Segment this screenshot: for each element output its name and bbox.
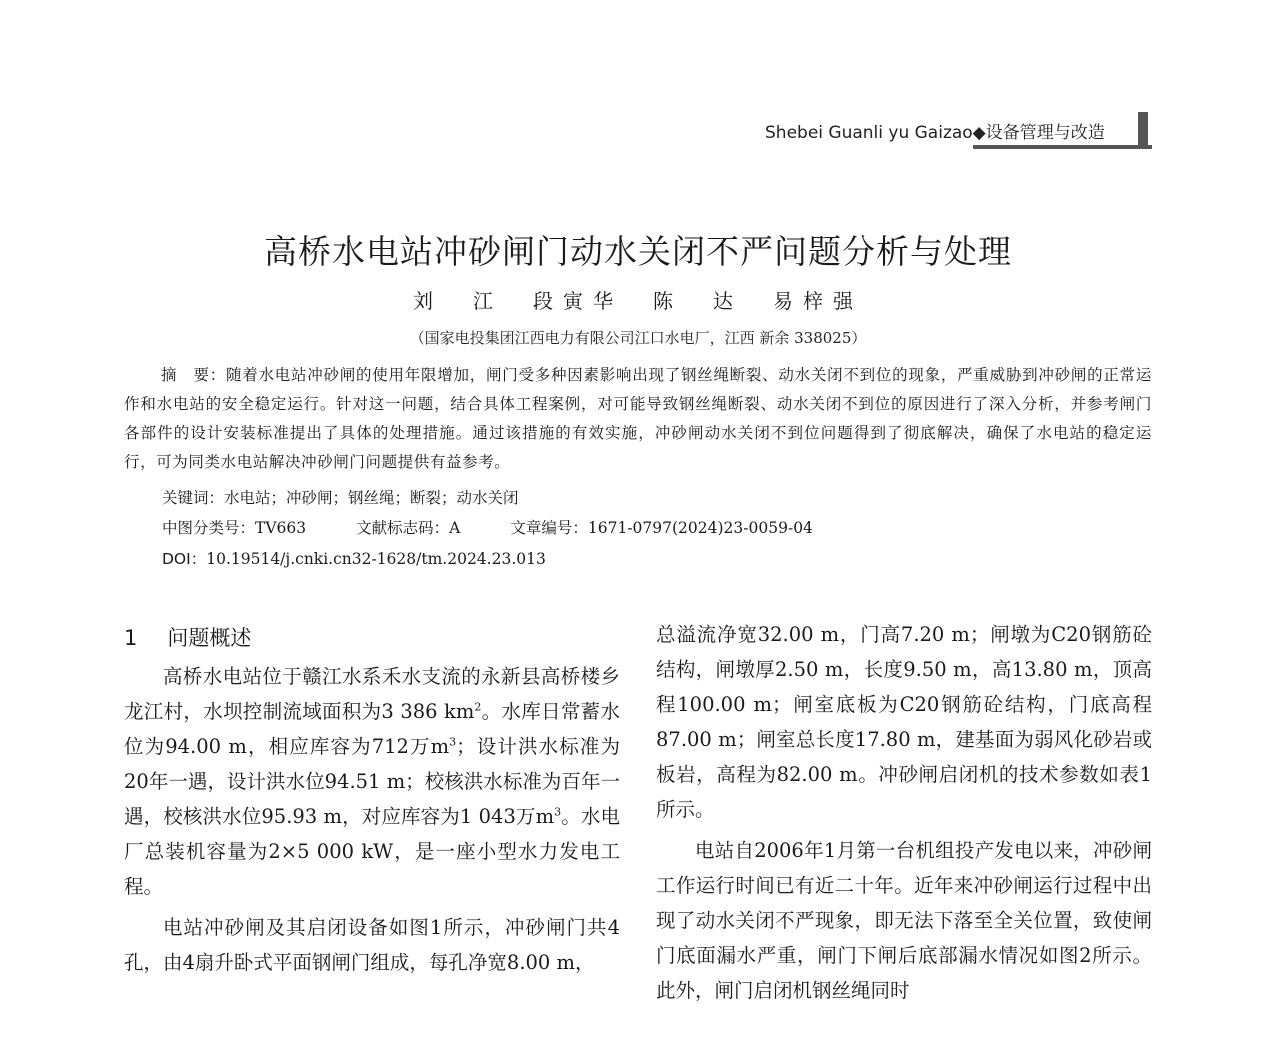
doi-label: DOI：	[162, 550, 207, 568]
abstract-label: 摘 要：	[161, 366, 226, 384]
doi-value: 10.19514/j.cnki.cn32-1628/tm.2024.23.013	[206, 550, 546, 568]
left-paragraph-1	[124, 659, 620, 904]
affiliation: （国家电投集团江西电力有限公司江口水电厂，江西 新余 338025）	[409, 329, 867, 347]
text-run: 。水库日常蓄水位为94.00 m，相应库容为712万m	[124, 700, 620, 758]
superscript: 3	[554, 805, 562, 819]
running-header: Shebei Guanli yu Gaizao◆设备管理与改造	[765, 123, 1105, 143]
right-paragraph-2: 电站自2006年1月第一台机组投产发电以来，冲砂闸工作运行时间已有近二十年。近年来冲砂闸运行过程中出现了动水关闭不严现象，即无法下落至全关位置，致使闸门底面漏水严重，闸门下闸后底部漏水情况如图2所示。此外，闸门启闭机钢丝绳同时	[656, 839, 1152, 1002]
doc-code-value: A	[449, 519, 461, 537]
doi-line	[162, 547, 546, 569]
clc-label: 中图分类号：	[162, 519, 256, 537]
keywords-label: 关键词：	[162, 489, 225, 507]
left-paragraph-2: 电站冲砂闸及其启闭设备如图1所示，冲砂闸门共4孔，由4扇升卧式平面钢闸门组成，每孔净宽8.00 m，	[124, 916, 620, 974]
section-title: 问题概述	[167, 626, 252, 650]
article-no-value: 1671-0797(2024)23-0059-04	[587, 519, 813, 537]
superscript: 3	[449, 735, 457, 749]
keywords-line	[162, 486, 519, 508]
authors: 刘 江 段寅华 陈 达 易梓强	[413, 289, 863, 313]
left-column	[124, 659, 620, 980]
section-number: 1	[124, 626, 138, 650]
header-rule	[973, 145, 1152, 149]
text-run: ；设计洪水标准为20年一遇，设计洪水位94.51 m；校核洪水标准为百年一遇，校核洪水位95.93 m，对应库容为1 043万m	[124, 735, 620, 828]
right-column	[656, 617, 1152, 1008]
text-run: 。水电厂总装机容量为2×5 000 kW，是一座小型水力发电工程。	[124, 805, 620, 898]
abstract-text: 随着水电站冲砂闸的使用年限增加，闸门受多种因素影响出现了钢丝绳断裂、动水关闭不到位的现象，严重威胁到冲砂闸的正常运作和水电站的安全稳定运行。针对这一问题，结合具体工程案例，对可能导致钢丝绳断裂、动水关闭不到位的原因进行了深入分析，并参考闸门各部件的设计安装标准提出了具体的处理措施。通过该措施的有效实施，冲砂闸动水关闭不到位问题得到了彻底解决，确保了水电站的稳定运行，可为同类水电站解决冲砂闸门问题提供有益参考。	[124, 366, 1152, 471]
doc-code-label: 文献标志码：	[356, 519, 450, 537]
classification-line	[162, 516, 813, 538]
article-no-label: 文章编号：	[510, 519, 588, 537]
text-run: 高桥水电站位于赣江水系禾水支流的永新县高桥楼乡龙江村，水坝控制流域面积为3 386 km	[124, 665, 620, 723]
keywords-text: 水电站；冲砂闸；钢丝绳；断裂；动水关闭	[224, 489, 519, 507]
superscript: 2	[474, 700, 482, 714]
header-bar	[1138, 112, 1148, 146]
paper-title: 高桥水电站冲砂闸门动水关闭不严问题分析与处理	[264, 232, 1012, 271]
clc-value: TV663	[255, 519, 307, 537]
section-heading	[124, 622, 251, 652]
abstract	[124, 361, 1152, 477]
right-paragraph-1: 总溢流净宽32.00 m，门高7.20 m；闸墩为C20钢筋砼结构，闸墩厚2.50 m，长度9.50 m，高13.80 m，顶高程100.00 m；闸室底板为C20钢筋砼结构，门底高程87.00 m；闸室总长度17.80 m，建基面为弱风化砂岩或板岩，高程为82.00 m。冲砂闸启闭机的技术参数如表1所示。	[656, 623, 1152, 821]
